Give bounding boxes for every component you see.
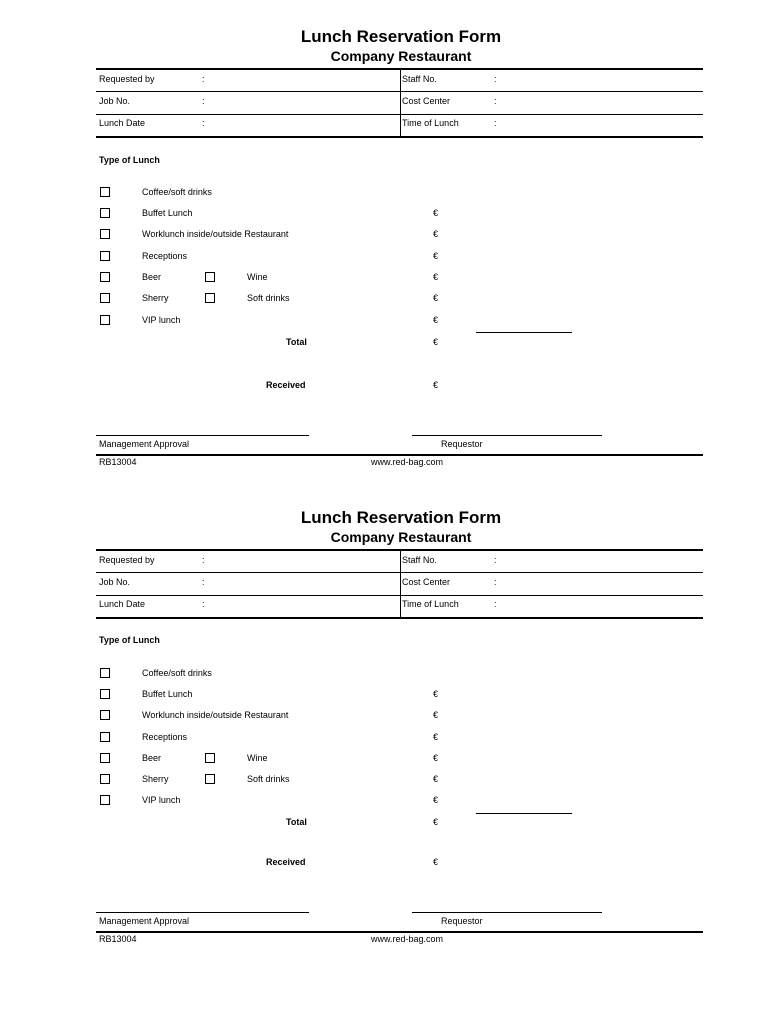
wine-checkbox[interactable] [205,753,215,763]
requestor-signature-line [412,435,602,436]
beer-label: Beer [142,272,162,282]
form-code: RB13004 [99,457,137,467]
receptions-checkbox[interactable] [100,251,110,261]
receptions-euro: € [433,732,439,742]
worklunch-checkbox[interactable] [100,710,110,720]
cost-center-colon: : [494,577,497,587]
wine-label: Wine [247,753,268,763]
time-of-lunch-colon: : [494,599,497,609]
footer-rule [96,454,703,456]
type-of-lunch-heading: Type of Lunch [99,155,160,165]
job-no-label: Job No. [99,96,131,106]
cost-center-label: Cost Center [402,577,451,587]
sherry-euro: € [433,293,439,303]
website-text: www.red-bag.com [371,934,444,944]
sherry-euro: € [433,774,439,784]
form-subtitle: Company Restaurant [330,48,472,64]
staff-no-colon: : [494,555,497,565]
fields-divider [400,69,401,137]
buffet-euro: € [433,689,439,699]
receptions-euro: € [433,251,439,261]
received-euro: € [433,380,439,390]
requested-by-label: Requested by [99,555,155,565]
coffee-checkbox[interactable] [100,187,110,197]
vip-label: VIP lunch [142,315,181,325]
receptions-label: Receptions [142,732,188,742]
coffee-checkbox[interactable] [100,668,110,678]
coffee-label: Coffee/soft drinks [142,187,212,197]
lunch-reservation-form-1 [0,0,770,480]
buffet-label: Buffet Lunch [142,208,193,218]
vip-label: VIP lunch [142,795,181,805]
form-title: Lunch Reservation Form [300,508,502,527]
vip-euro: € [433,315,439,325]
vip-euro: € [433,795,439,805]
staff-no-label: Staff No. [402,74,437,84]
time-of-lunch-label: Time of Lunch [402,118,459,128]
vip-checkbox[interactable] [100,315,110,325]
beer-label: Beer [142,753,162,763]
staff-no-label: Staff No. [402,555,437,565]
beer-wine-euro: € [433,272,439,282]
website-text: www.red-bag.com [371,457,444,467]
soft-drinks-checkbox[interactable] [205,774,215,784]
sherry-label: Sherry [142,293,169,303]
sherry-checkbox[interactable] [100,774,110,784]
requested-by-label: Requested by [99,74,155,84]
requested-by-colon: : [202,74,205,84]
requestor-label: Requestor [441,439,483,449]
total-line [476,813,572,814]
beer-checkbox[interactable] [100,753,110,763]
received-euro: € [433,857,439,867]
sherry-label: Sherry [142,774,169,784]
time-of-lunch-label: Time of Lunch [402,599,459,609]
footer-rule [96,931,703,933]
wine-label: Wine [247,272,268,282]
job-no-label: Job No. [99,577,131,587]
worklunch-euro: € [433,710,439,720]
total-euro: € [433,817,439,827]
job-no-colon: : [202,577,205,587]
total-label: Total [286,817,307,827]
sherry-checkbox[interactable] [100,293,110,303]
requestor-signature-line [412,912,602,913]
soft-drinks-label: Soft drinks [247,774,290,784]
cost-center-label: Cost Center [402,96,451,106]
lunch-date-label: Lunch Date [99,599,146,609]
received-label: Received [266,380,306,390]
buffet-checkbox[interactable] [100,689,110,699]
worklunch-label: Worklunch inside/outside Restaurant [142,710,289,720]
lunch-date-colon: : [202,599,205,609]
form-subtitle: Company Restaurant [330,529,472,545]
requestor-label: Requestor [441,916,483,926]
form-code: RB13004 [99,934,137,944]
cost-center-colon: : [494,96,497,106]
fields-divider [400,550,401,618]
worklunch-euro: € [433,229,439,239]
total-line [476,332,572,333]
management-approval-label: Management Approval [99,439,190,449]
time-of-lunch-colon: : [494,118,497,128]
buffet-checkbox[interactable] [100,208,110,218]
type-of-lunch-heading: Type of Lunch [99,635,160,645]
coffee-label: Coffee/soft drinks [142,668,212,678]
receptions-label: Receptions [142,251,188,261]
buffet-label: Buffet Lunch [142,689,193,699]
worklunch-label: Worklunch inside/outside Restaurant [142,229,289,239]
wine-checkbox[interactable] [205,272,215,282]
receptions-checkbox[interactable] [100,732,110,742]
lunch-reservation-form-2 [0,481,770,961]
management-signature-line [96,912,309,913]
total-euro: € [433,337,439,347]
soft-drinks-label: Soft drinks [247,293,290,303]
total-label: Total [286,337,307,347]
job-no-colon: : [202,96,205,106]
lunch-date-label: Lunch Date [99,118,146,128]
soft-drinks-checkbox[interactable] [205,293,215,303]
beer-wine-euro: € [433,753,439,763]
worklunch-checkbox[interactable] [100,229,110,239]
requested-by-colon: : [202,555,205,565]
buffet-euro: € [433,208,439,218]
staff-no-colon: : [494,74,497,84]
management-signature-line [96,435,309,436]
received-label: Received [266,857,306,867]
form-title: Lunch Reservation Form [300,27,502,46]
management-approval-label: Management Approval [99,916,190,926]
vip-checkbox[interactable] [100,795,110,805]
lunch-date-colon: : [202,118,205,128]
beer-checkbox[interactable] [100,272,110,282]
